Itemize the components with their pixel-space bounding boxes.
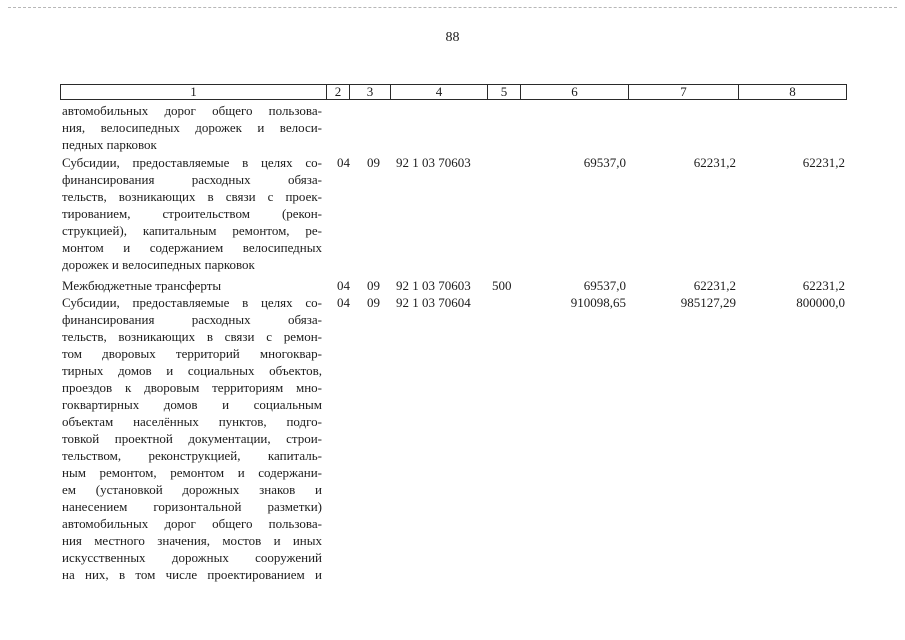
table-row-subsidy-bicycle-text xyxy=(62,154,322,273)
row3-col3: 09 xyxy=(367,295,380,310)
text-line: финансирования расходных обяза- xyxy=(62,172,322,187)
row3-col2: 04 xyxy=(337,295,350,310)
text-line: тирных домов и социальных объектов, xyxy=(62,363,322,378)
text-line: финансирования расходных обяза- xyxy=(62,312,322,327)
text-line: струкцией), капитальным ремонтом, ре- xyxy=(62,223,322,238)
header-col-2: 2 xyxy=(326,85,349,99)
row3-col4: 92 1 03 70604 xyxy=(396,295,471,310)
header-col-8: 8 xyxy=(738,85,846,99)
page-number: 88 xyxy=(445,30,460,45)
header-col-1: 1 xyxy=(190,84,197,99)
text-line: автомобильных дорог общего пользова- xyxy=(62,516,322,531)
text-line: тельством, реконструкцией, капиталь- xyxy=(62,448,322,463)
text-line: проездов к дворовым территориям мно- xyxy=(62,380,322,395)
header-col-7: 7 xyxy=(628,85,738,99)
table-row-continuation-text xyxy=(62,102,322,153)
row2-col3: 09 xyxy=(367,278,380,293)
row2-col6: 69537,0 xyxy=(583,278,626,293)
scan-artifact-line xyxy=(8,7,897,8)
row3-col6: 910098,65 xyxy=(570,295,626,310)
table-header-row xyxy=(60,84,847,100)
text-line: Субсидии, предоставляемые в целях со- xyxy=(62,295,322,310)
row1-col7: 62231,2 xyxy=(693,155,736,170)
row2-col4: 92 1 03 70603 xyxy=(396,278,471,293)
text-line: ния местного значения, мостов и иных xyxy=(62,533,322,548)
row1-col8: 62231,2 xyxy=(802,155,845,170)
header-col-4: 4 xyxy=(390,85,487,99)
text-line: гоквартирных домов и социальным xyxy=(62,397,322,412)
text-line: автомобильных дорог общего пользова- xyxy=(62,103,322,118)
text-line: товкой проектной документации, строи- xyxy=(62,431,322,446)
text-line: педных парковок xyxy=(62,137,157,152)
text-line: объектам населённых пунктов, подго- xyxy=(62,414,322,429)
text-line: тельств, возникающих в связи с ремон- xyxy=(62,329,322,344)
table-row-subsidy-roads-text xyxy=(62,294,322,583)
text-line: Межбюджетные трансферты xyxy=(62,278,222,293)
row2-col8: 62231,2 xyxy=(802,278,845,293)
row1-col2: 04 xyxy=(337,155,350,170)
row1-col6: 69537,0 xyxy=(583,155,626,170)
text-line: на них, в том числе проектированием и xyxy=(62,567,322,582)
text-line: монтом и содержанием велосипедных xyxy=(62,240,322,255)
header-col-6: 6 xyxy=(520,85,628,99)
text-line: Субсидии, предоставляемые в целях со- xyxy=(62,155,322,170)
text-line: нанесением горизонтальной разметки) xyxy=(62,499,322,514)
text-line: тельств, возникающих в связи с проек- xyxy=(62,189,322,204)
text-line: ным ремонтом, ремонтом и содержани- xyxy=(62,465,322,480)
text-line: том дворовых территорий многоквар- xyxy=(62,346,322,361)
row2-col2: 04 xyxy=(337,278,350,293)
text-line: ния, велосипедных дорожек и велоси- xyxy=(62,120,322,135)
row3-col8: 800000,0 xyxy=(796,295,845,310)
text-line: тированием, строительством (рекон- xyxy=(62,206,322,221)
header-col-5: 5 xyxy=(487,85,520,99)
row3-col7: 985127,29 xyxy=(680,295,736,310)
row2-col5: 500 xyxy=(492,278,512,293)
text-line: ем (установкой дорожных знаков и xyxy=(62,482,322,497)
text-line: искусственных дорожных сооружений xyxy=(62,550,322,565)
header-col-3: 3 xyxy=(349,85,390,99)
text-line: дорожек и велосипедных парковок xyxy=(62,257,255,272)
row1-col4: 92 1 03 70603 xyxy=(396,155,471,170)
row1-col3: 09 xyxy=(367,155,380,170)
row2-col7: 62231,2 xyxy=(693,278,736,293)
table-row-transfers-text xyxy=(62,277,322,294)
